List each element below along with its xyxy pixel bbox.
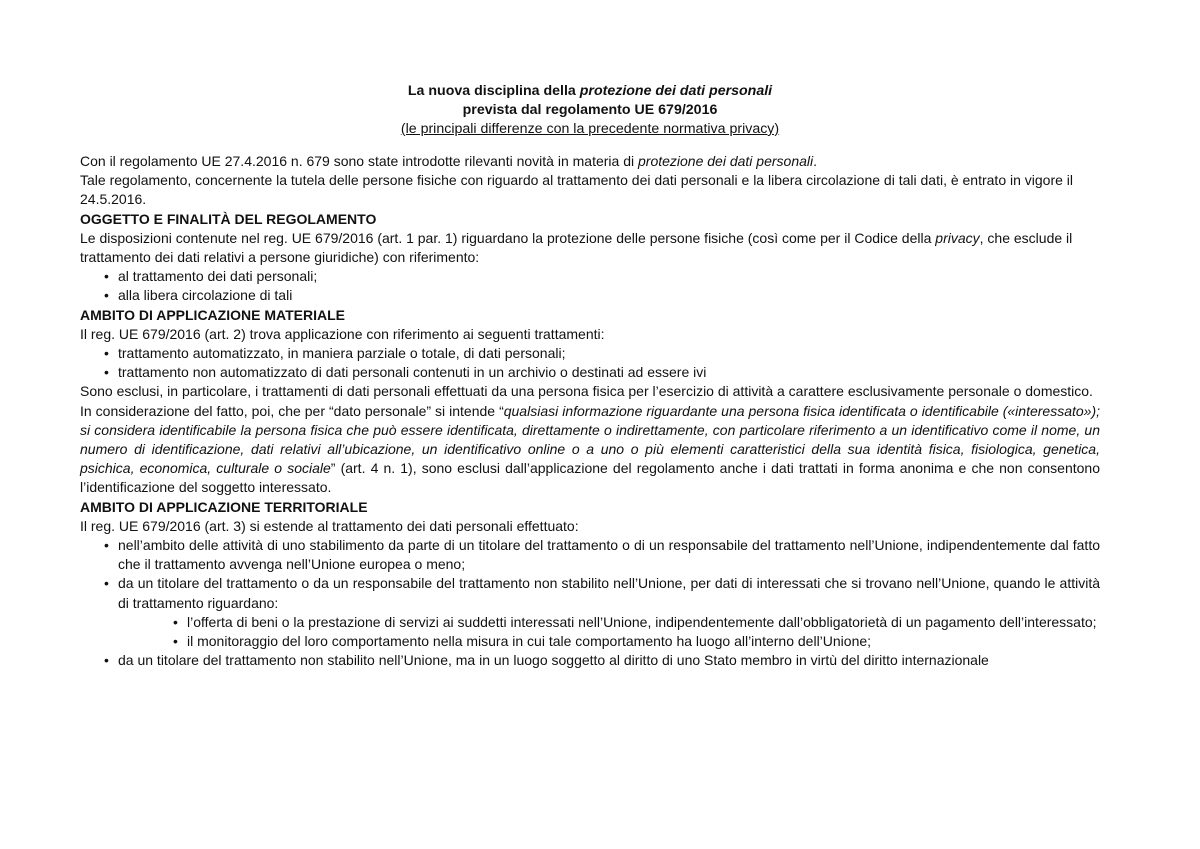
list-item: • trattamento automatizzato, in maniera parziale o totale, di dati personali; [80, 344, 1100, 363]
materiale-paragraph: Il reg. UE 679/2016 (art. 2) trova applicazione con riferimento ai seguenti trattamenti: [80, 325, 605, 342]
document-page [80, 82, 1100, 670]
intro-paragraph-1: Con il regolamento UE 27.4.2016 n. 679 sono state introdotte rilevanti novità in materia di protezione dei dati personali. [80, 153, 818, 169]
territoriale-list [80, 536, 1100, 670]
list-item: • da un titolare del trattamento non stabilito nell’Unione, ma in un luogo soggetto al diritto di uno Stato membro in virtù del diritto internazionale [80, 651, 1100, 670]
list-item: • da un titolare del trattamento o da un responsabile del trattamento non stabilito nell’Unione, per dati di interessati che si trovano nell’Unione, quando le attività di trattamento riguardano: • l’offerta di beni o la prestazione di servizi ai suddetti interessati nell’Unione, indipendentemente dall’obbligatorietà di un pagamento dell’interessato; • il monitoraggio del loro comportamento nella misura in cui tale comportamento ha luogo all’interno dell’Unione; [80, 574, 1100, 651]
document-header [80, 82, 1100, 139]
oggetto-list [80, 267, 1100, 305]
oggetto-paragraph: Le disposizioni contenute nel reg. UE 679/2016 (art. 1 par. 1) riguardano la protezione delle persone fisiche (così come per il Codice della privacy, che esclude il trattamento dei dati relativi a persone giuridiche) con riferimento: [80, 229, 1073, 266]
subtitle: (le principali differenze con la precedente normativa privacy) [400, 121, 780, 137]
list-item: • alla libera circolazione di tali [80, 286, 1100, 305]
sublist-item: • l’offerta di beni o la prestazione di servizi ai suddetti interessati nell’Unione, indipendentemente dall’obbligatorietà di un pagamento dell’interessato; [149, 613, 1100, 632]
esclusi-paragraph: Sono esclusi, in particolare, i trattamenti di dati personali effettuati da una persona fisica per l’esercizio di attività a carattere esclusivamente personale o domestico. [80, 383, 1093, 400]
title-line-2: prevista dal regolamento UE 679/2016 [462, 102, 718, 118]
section-heading-territoriale: AMBITO DI APPLICAZIONE TERRITORIALE [80, 498, 368, 515]
section-heading-materiale: AMBITO DI APPLICAZIONE MATERIALE [80, 306, 345, 323]
intro-paragraph-2: Tale regolamento, concernente la tutela delle persone fisiche con riguardo al trattamento dei dati personali e la libera circolazione di tali dati, è entrato in vigore il 24.5.2016. [80, 172, 1074, 208]
title-line-1: La nuova disciplina della protezione dei dati personali [407, 83, 773, 99]
sublist-item: • il monitoraggio del loro comportamento nella misura in cui tale comportamento ha luogo all’interno dell’Unione; [149, 632, 1100, 651]
list-item: • al trattamento dei dati personali; [80, 267, 1100, 286]
territoriale-sublist [149, 613, 1100, 651]
list-item: • trattamento non automatizzato di dati personali contenuti in un archivio o destinati ad essere ivi [80, 363, 1100, 382]
considerazione-paragraph: In considerazione del fatto, poi, che per “dato personale” si intende “qualsiasi informazione riguardante una persona fisica identificata o identificabile («interessato»); si considera identificabile la persona fisica che può essere identificata, direttamente o indirettamente, con particolare riferimento a un identificativo come il nome, un numero di identificazione, dati relativi all’ubicazione, un identificativo online o a uno o più elementi caratteristici della sua identità fisica, fisiologica, genetica, psichica, economica, culturale o sociale” (art. 4 n. 1), sono esclusi dall’applicazione del regolamento anche i dati trattati in forma anonima e che non consentono l’identificazione del soggetto interessato. [80, 402, 1101, 496]
list-item: • nell’ambito delle attività di uno stabilimento da parte di un titolare del trattamento o di un responsabile del trattamento nell’Unione, indipendentemente dal fatto che il trattamento avvenga nell’Unione europea o meno; [80, 536, 1100, 574]
materiale-list [80, 344, 1100, 382]
section-heading-oggetto: OGGETTO E FINALITÀ DEL REGOLAMENTO [80, 210, 377, 227]
territoriale-paragraph: Il reg. UE 679/2016 (art. 3) si estende al trattamento dei dati personali effettuato: [80, 517, 579, 534]
